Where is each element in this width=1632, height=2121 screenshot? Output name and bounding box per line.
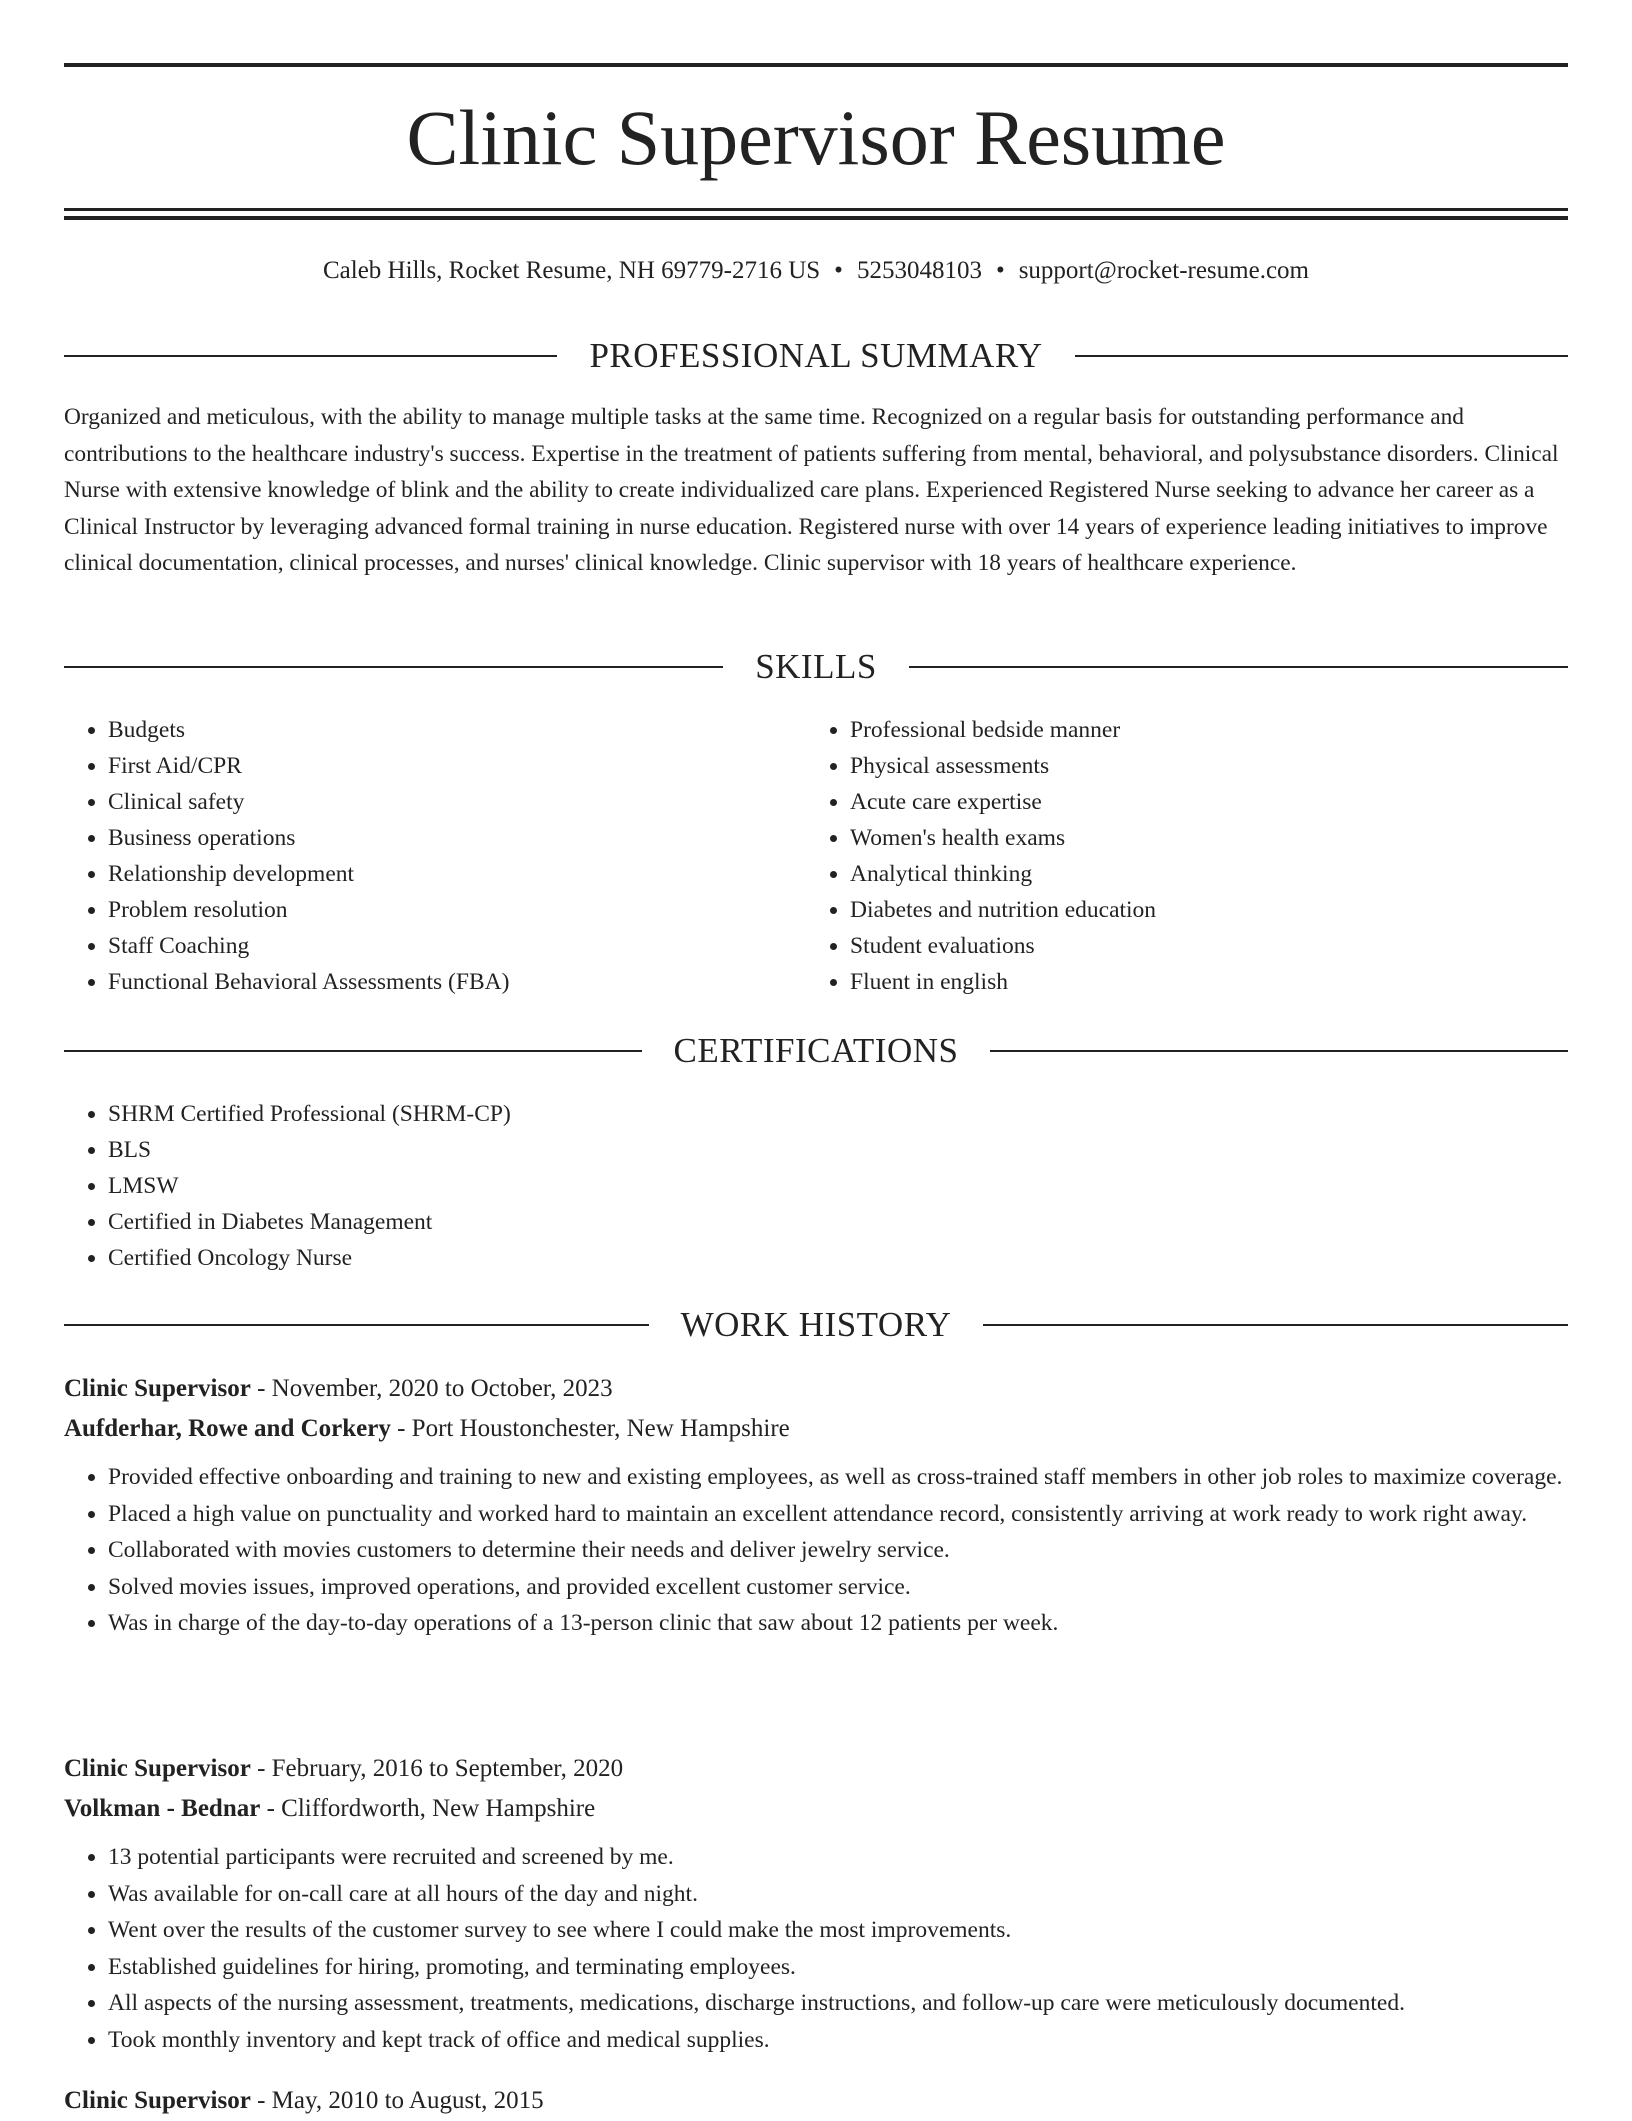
top-rule <box>64 63 1568 67</box>
job-duty-item: • Provided effective onboarding and training to new and existing employees, as well as cross-trained staff members in other job roles to maximize coverage. <box>108 1459 1568 1496</box>
job-duty-item: • Took monthly inventory and kept track of office and medical supplies. <box>108 2022 1568 2059</box>
skill-item: • Student evaluations <box>850 928 1550 964</box>
job-duty-item: • Collaborated with movies customers to determine their needs and deliver jewelry service. <box>108 1532 1568 1569</box>
skills-heading: SKILLS <box>755 647 877 686</box>
job-dates: - May, 2010 to August, 2015 <box>250 2087 544 2114</box>
contact-separator: • <box>834 257 843 284</box>
skills-list-left <box>64 712 808 1000</box>
skill-item: • Analytical thinking <box>850 856 1550 892</box>
divider-line <box>64 1050 642 1052</box>
skill-item: • Acute care expertise <box>850 784 1550 820</box>
certifications-heading: CERTIFICATIONS <box>673 1031 959 1070</box>
divider-line <box>909 666 1568 668</box>
work-history-section-header <box>64 1303 1568 1347</box>
skill-item: • Diabetes and nutrition education <box>850 892 1550 928</box>
job-duty-item: • Was available for on-call care at all hours of the day and night. <box>108 1876 1568 1913</box>
job-role-line <box>64 2081 1568 2121</box>
job-location: - Cliffordworth, New Hampshire <box>260 1795 596 1822</box>
certifications-list <box>64 1096 1008 1276</box>
job-duty-item: • Went over the results of the customer survey to see where I could make the most improvements. <box>108 1912 1568 1949</box>
job-company: Aufderhar, Rowe and Corkery <box>64 1415 391 1442</box>
skills-section-header <box>64 645 1568 689</box>
contact-address: Caleb Hills, Rocket Resume, NH 69779-2716 US <box>322 257 821 284</box>
skill-item: • Physical assessments <box>850 748 1550 784</box>
divider-line <box>983 1324 1568 1326</box>
certification-item: • Certified in Diabetes Management <box>108 1204 1008 1240</box>
job-title: Clinic Supervisor <box>64 1375 251 1402</box>
skill-item: • Fluent in english <box>850 964 1550 1000</box>
job-duty-item: • 13 potential participants were recruited and screened by me. <box>108 1839 1568 1876</box>
divider-line <box>64 666 723 668</box>
skill-item: • Staff Coaching <box>108 928 808 964</box>
job-duties-list <box>64 1459 1568 1642</box>
job-entry <box>64 2081 1568 2121</box>
certification-item: • BLS <box>108 1132 1008 1168</box>
contact-phone: 5253048103 <box>856 257 982 284</box>
job-role-line <box>64 1369 1568 1409</box>
divider-line <box>64 355 557 357</box>
job-entry <box>64 1369 1568 1642</box>
certification-item: • SHRM Certified Professional (SHRM-CP) <box>108 1096 1008 1132</box>
job-company: Volkman - Bednar <box>64 1795 261 1822</box>
job-location: - Port Houstonchester, New Hampshire <box>390 1415 790 1442</box>
title-rule-upper <box>64 208 1568 211</box>
contact-email: support@rocket-resume.com <box>1018 257 1309 284</box>
skill-item: • Clinical safety <box>108 784 808 820</box>
skill-item: • Relationship development <box>108 856 808 892</box>
certification-item: • Certified Oncology Nurse <box>108 1240 1008 1276</box>
job-company-line <box>64 1789 1568 1829</box>
certification-item: • LMSW <box>108 1168 1008 1204</box>
skill-item: • Budgets <box>108 712 808 748</box>
job-title: Clinic Supervisor <box>64 2087 251 2114</box>
job-title: Clinic Supervisor <box>64 1755 251 1782</box>
job-entry <box>64 1749 1568 2058</box>
contact-line <box>64 254 1568 288</box>
divider-line <box>1075 355 1568 357</box>
divider-line <box>990 1050 1568 1052</box>
work-history-heading: WORK HISTORY <box>680 1305 952 1344</box>
certifications-section-header <box>64 1029 1568 1073</box>
skill-item: • Functional Behavioral Assessments (FBA) <box>108 964 808 1000</box>
job-duties-list <box>64 1839 1568 2058</box>
job-duty-item: • Solved movies issues, improved operations, and provided excellent customer service. <box>108 1569 1568 1606</box>
page-title: Clinic Supervisor Resume <box>406 94 1226 181</box>
job-role-line <box>64 1749 1568 1789</box>
summary-section-header <box>64 334 1568 378</box>
job-duty-item: • Established guidelines for hiring, promoting, and terminating employees. <box>108 1949 1568 1986</box>
title-rule-lower <box>64 216 1568 220</box>
skill-item: • Problem resolution <box>108 892 808 928</box>
job-dates: - November, 2020 to October, 2023 <box>250 1375 613 1402</box>
job-duty-item: • Placed a high value on punctuality and worked hard to maintain an excellent attendance record, consistently arriving at work ready to work right away. <box>108 1496 1568 1533</box>
job-company-line <box>64 1409 1568 1449</box>
skill-item: • Business operations <box>108 820 808 856</box>
job-dates: - February, 2016 to September, 2020 <box>250 1755 624 1782</box>
skills-list-right <box>806 712 1550 1000</box>
contact-separator: • <box>995 257 1005 284</box>
skill-item: • Professional bedside manner <box>850 712 1550 748</box>
divider-line <box>64 1324 649 1326</box>
summary-text: Organized and meticulous, with the ability to manage multiple tasks at the same time. Recognized on a regular basis for outstanding performance and contributions to the healthcare industry's success. Expertise in the treatment of patients suffering from mental, behavioral, and polysubstance disorders. Clinical Nurse with extensive knowledge of blink and the ability to create individualized care plans. Experienced Registered Nurse seeking to advance her career as a Clinical Instructor by leveraging advanced formal training in nurse education. Registered nurse with over 14 years of experience leading initiatives to improve clinical documentation, clinical processes, and nurses' clinical knowledge. Clinic supervisor with 18 years of healthcare experience. <box>64 404 1559 576</box>
summary-heading: PROFESSIONAL SUMMARY <box>589 336 1043 375</box>
job-duty-item: • All aspects of the nursing assessment, treatments, medications, discharge instructions, and follow-up care were meticulously documented. <box>108 1985 1568 2022</box>
job-duty-item: • Was in charge of the day-to-day operations of a 13-person clinic that saw about 12 patients per week. <box>108 1605 1568 1642</box>
skill-item: • Women's health exams <box>850 820 1550 856</box>
skill-item: • First Aid/CPR <box>108 748 808 784</box>
